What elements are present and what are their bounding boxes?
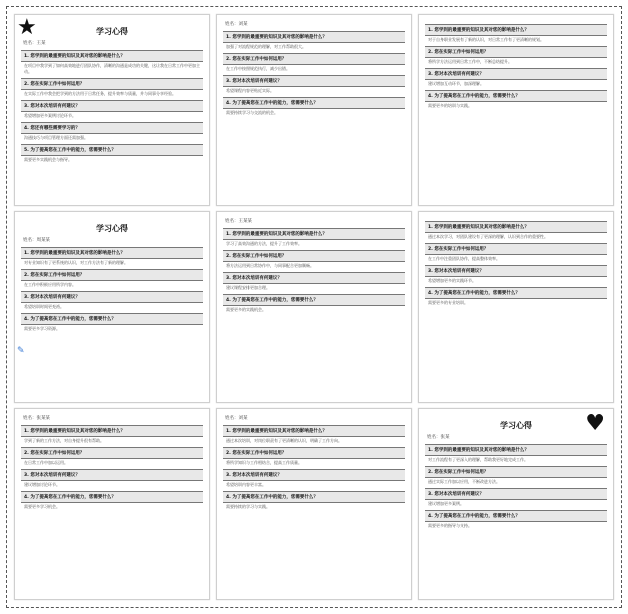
answer-text: 希望增加更多案例讨论环节。 bbox=[24, 113, 76, 118]
answer-text: 需要持续的学习与实践。 bbox=[226, 504, 270, 509]
document-page bbox=[418, 211, 614, 403]
question-heading: 2. 您在实际工作中如何运用？ bbox=[21, 447, 203, 459]
question-heading: 1. 您学到的最重要的知识及其对您的影响是什么？ bbox=[21, 50, 203, 62]
answer-text: 学到了新的工作方法，对自身提升很有帮助。 bbox=[24, 438, 104, 443]
question-heading: 2. 您在实际工作中如何运用？ bbox=[21, 78, 203, 90]
question-heading: 3. 您对本次培训有何建议？ bbox=[425, 488, 607, 500]
question-heading: 3. 您对本次培训有何建议？ bbox=[21, 291, 203, 303]
author-name: 姓名：王某某 bbox=[225, 219, 252, 224]
question-heading: 1. 您学到的最重要的知识及其对您的影响是什么？ bbox=[425, 24, 607, 36]
answer-text: 在实际工作中我会把学到的方法用于日常任务，提升效率与质量，并与同事分享经验。 bbox=[24, 91, 176, 96]
answer-text: 沟通技巧与项目管理方面还需加强。 bbox=[24, 135, 88, 140]
question-heading: 2. 您在实际工作中如何运用？ bbox=[223, 447, 405, 459]
question-heading: 2. 您在实际工作中如何运用？ bbox=[21, 269, 203, 281]
question-heading: 4. 为了提高您在工作中的能力，您需要什么？ bbox=[223, 491, 405, 503]
question-heading: 1. 您学到的最重要的知识及其对您的影响是什么？ bbox=[425, 444, 607, 456]
answer-text: 学习了高效沟通的方法，提升了工作效率。 bbox=[226, 241, 302, 246]
question-heading: 3. 您对本次培训有何建议？ bbox=[223, 272, 405, 284]
answer-text: 通过本次学习，对团队建设有了更深的理解，认识到合作的重要性。 bbox=[428, 234, 548, 239]
answer-text: 希望课程内容更贴近实际。 bbox=[226, 88, 274, 93]
question-heading: 3. 您对本次培训有何建议？ bbox=[21, 100, 203, 112]
answer-text: 加强了对流程规范的理解，对工作帮助很大。 bbox=[226, 44, 306, 49]
question-heading: 4. 为了提高您在工作中的能力，您需要什么？ bbox=[425, 287, 607, 299]
question-heading: 4. 为了提高您在工作中的能力，您需要什么？ bbox=[223, 97, 405, 109]
answer-text: 需要更多的培训与实践。 bbox=[428, 103, 472, 108]
question-heading: 1. 您学到的最重要的知识及其对您的影响是什么？ bbox=[21, 425, 203, 437]
document-page bbox=[14, 211, 210, 403]
document-page bbox=[216, 14, 412, 206]
question-heading: 4. 您还有哪些需要学习的？ bbox=[21, 122, 203, 134]
answer-text: 需要更多实践机会与指导。 bbox=[24, 157, 72, 162]
answer-text: 需要更多的指导与支持。 bbox=[428, 523, 472, 528]
author-name: 姓名：张某某 bbox=[23, 416, 50, 421]
answer-text: 对工作流程有了更深入的理解，帮助我更好地完成工作。 bbox=[428, 457, 528, 462]
answer-text: 建议课程安排更加合理。 bbox=[226, 285, 270, 290]
document-title: 学习心得 bbox=[96, 27, 128, 36]
question-heading: 3. 您对本次培训有何建议？ bbox=[425, 68, 607, 80]
question-heading: 2. 您在实际工作中如何运用？ bbox=[223, 250, 405, 262]
answer-text: 建议增加讨论环节。 bbox=[24, 482, 60, 487]
answer-text: 将所学方法运用到日常工作中，不断总结提升。 bbox=[428, 59, 512, 64]
answer-text: 希望培训内容更丰富。 bbox=[226, 482, 266, 487]
answer-text: 在工作中注重团队协作，提高整体效率。 bbox=[428, 256, 500, 261]
author-name: 姓名：周某某 bbox=[23, 238, 50, 243]
answer-text: 希望增加更多的实践环节。 bbox=[428, 278, 476, 283]
document-title: 学习心得 bbox=[500, 421, 532, 430]
author-name: 姓名：刘某 bbox=[225, 416, 248, 421]
author-name: 姓名：刘某 bbox=[225, 22, 248, 27]
answer-text: 通过实际工作加以应用，不断改进方法。 bbox=[428, 479, 500, 484]
question-heading: 4. 为了提高您在工作中的能力，您需要什么？ bbox=[425, 90, 607, 102]
answer-text: 对于自身职业发展有了新的认识，对日常工作有了更清晰的规划。 bbox=[428, 37, 544, 42]
question-heading: 4. 为了提高您在工作中的能力，您需要什么？ bbox=[21, 491, 203, 503]
document-page bbox=[216, 211, 412, 403]
answer-text: 需要持续学习与交流的机会。 bbox=[226, 110, 278, 115]
question-heading: 1. 您学到的最重要的知识及其对您的影响是什么？ bbox=[223, 425, 405, 437]
question-heading: 3. 您对本次培训有何建议？ bbox=[223, 75, 405, 87]
answer-text: 希望培训时间更充裕。 bbox=[24, 304, 64, 309]
document-page bbox=[418, 14, 614, 206]
document-title: 学习心得 bbox=[96, 224, 128, 233]
answer-text: 在项目中我学到了如何高效地进行团队协作，清晰的沟通是成功的关键，这让我在日常工作中更加主动。 bbox=[24, 63, 200, 74]
author-name: 姓名：张某 bbox=[427, 435, 450, 440]
question-heading: 1. 您学到的最重要的知识及其对您的影响是什么？ bbox=[223, 228, 405, 240]
heart-icon: ♥ bbox=[585, 411, 605, 436]
question-heading: 3. 您对本次培训有何建议？ bbox=[425, 265, 607, 277]
author-name: 姓名：王某 bbox=[23, 41, 46, 46]
answer-text: 建议增加更多案例。 bbox=[428, 501, 464, 506]
star-icon: ★ bbox=[17, 15, 37, 40]
question-heading: 1. 您学到的最重要的知识及其对您的影响是什么？ bbox=[425, 221, 607, 233]
answer-text: 将所学知识与工作相结合，提高工作质量。 bbox=[226, 460, 302, 465]
question-heading: 3. 您对本次培训有何建议？ bbox=[223, 469, 405, 481]
question-heading: 5. 为了提高您在工作中的能力，您需要什么？ bbox=[21, 144, 203, 156]
pencil-icon: ✎ bbox=[17, 346, 25, 356]
question-heading: 1. 您学到的最重要的知识及其对您的影响是什么？ bbox=[223, 31, 405, 43]
answer-text: 在工作中按照规范执行，减少出错。 bbox=[226, 66, 290, 71]
question-heading: 4. 为了提高您在工作中的能力，您需要什么？ bbox=[425, 510, 607, 522]
document-page bbox=[14, 14, 210, 206]
question-heading: 4. 为了提高您在工作中的能力，您需要什么？ bbox=[223, 294, 405, 306]
question-heading: 4. 为了提高您在工作中的能力，您需要什么？ bbox=[21, 313, 203, 325]
document-page bbox=[216, 408, 412, 600]
answer-text: 需要更多学习资源。 bbox=[24, 326, 60, 331]
question-heading: 2. 您在实际工作中如何运用？ bbox=[223, 53, 405, 65]
document-page bbox=[14, 408, 210, 600]
answer-text: 需要更多学习机会。 bbox=[24, 504, 60, 509]
answer-text: 需要更多的专业培训。 bbox=[428, 300, 468, 305]
answer-text: 在日常工作中加以运用。 bbox=[24, 460, 68, 465]
answer-text: 将方法运用到日常协作中，与同事配合更加顺畅。 bbox=[226, 263, 314, 268]
document-page bbox=[418, 408, 614, 600]
answer-text: 通过本次培训，对岗位职责有了更清晰的认识，明确了工作方向。 bbox=[226, 438, 342, 443]
question-heading: 3. 您对本次培训有何建议？ bbox=[21, 469, 203, 481]
answer-text: 需要更多的实践机会。 bbox=[226, 307, 266, 312]
question-heading: 2. 您在实际工作中如何运用？ bbox=[425, 46, 607, 58]
answer-text: 对专业知识有了更系统的认识，对工作方法有了新的理解。 bbox=[24, 260, 128, 265]
answer-text: 建议增加互动环节，加深理解。 bbox=[428, 81, 484, 86]
question-heading: 1. 您学到的最重要的知识及其对您的影响是什么？ bbox=[21, 247, 203, 259]
answer-text: 在工作中积极应用所学内容。 bbox=[24, 282, 76, 287]
document-grid bbox=[14, 14, 614, 600]
question-heading: 2. 您在实际工作中如何运用？ bbox=[425, 466, 607, 478]
question-heading: 2. 您在实际工作中如何运用？ bbox=[425, 243, 607, 255]
